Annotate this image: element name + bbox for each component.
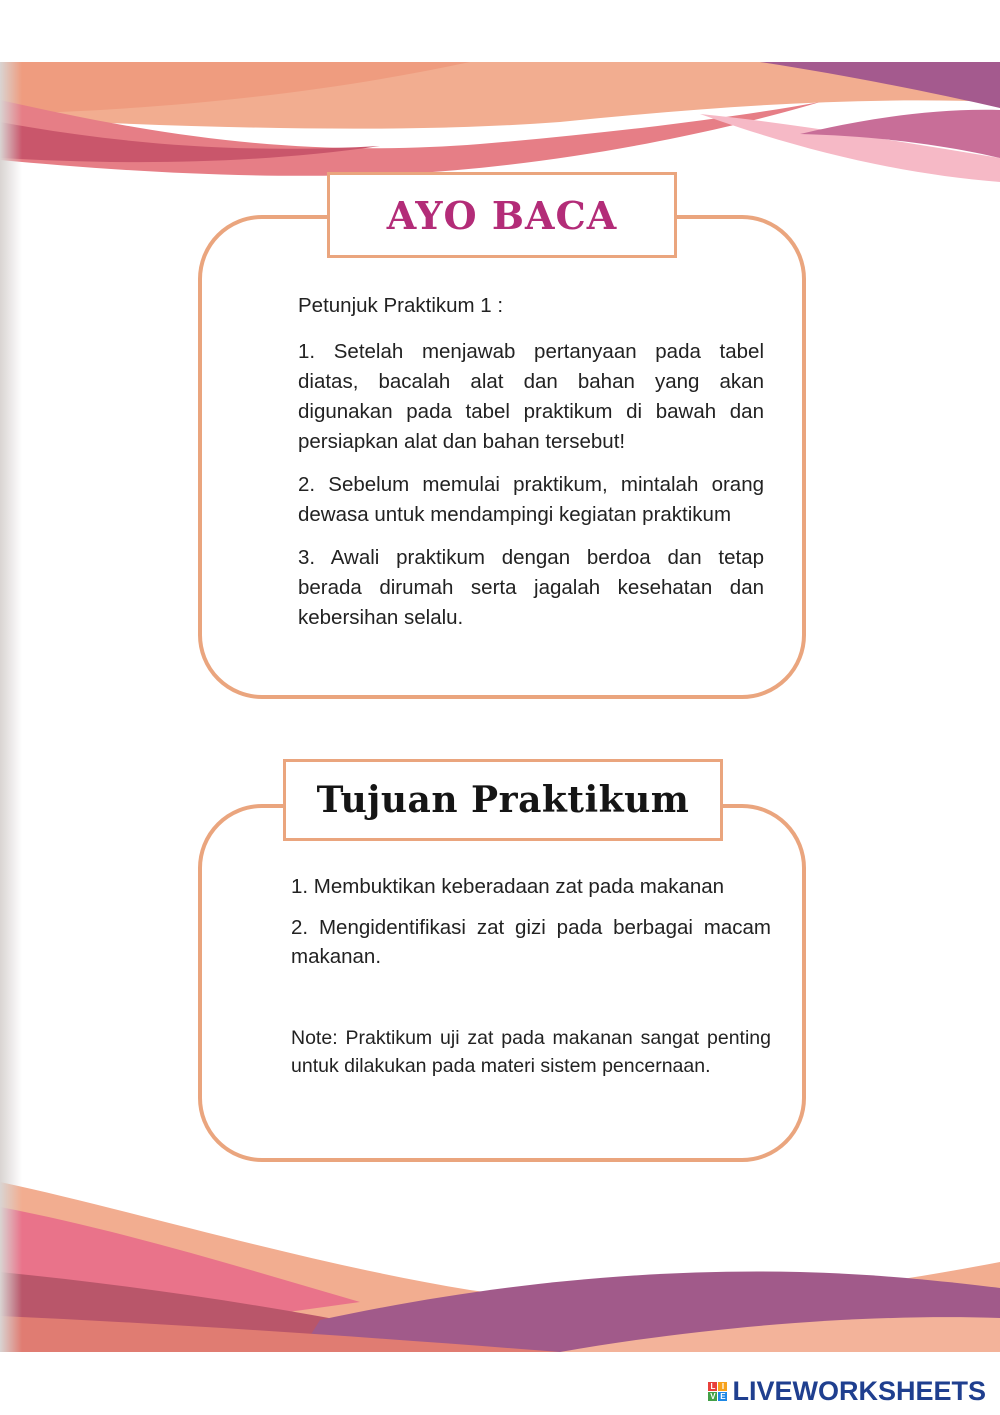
instruction-item: 1. Setelah menjawab pertanyaan pada tabel diatas, bacalah alat dan bahan yang akan digunakan pada tabel praktikum di bawah dan persiapkan alat dan bahan tersebut!: [298, 340, 764, 453]
logo-letter: I: [718, 1382, 727, 1391]
page-edge-shadow: [0, 62, 22, 1352]
logo-letter: L: [708, 1382, 717, 1391]
instruction-item: 3. Awali praktikum dengan berdoa dan tetap berada dirumah serta jagalah kesehatan dan kebersihan selalu.: [298, 546, 764, 629]
logo-letter: V: [710, 1391, 716, 1401]
instructions-heading: Petunjuk Praktikum 1 :: [298, 294, 504, 317]
instructions-content: [298, 291, 764, 646]
objectives-content: [291, 872, 771, 1092]
ayo-baca-title: AYO BACA: [386, 192, 618, 238]
liveworksheets-mark-icon: [708, 1382, 727, 1401]
objective-item: 1. Membuktikan keberadaan zat pada makanan: [291, 875, 725, 898]
ayo-baca-title-frame: [327, 172, 677, 258]
objective-item: 2. Mengidentifikasi zat gizi pada berbagai macam makanan.: [291, 916, 771, 968]
tujuan-praktikum-title-frame: [283, 759, 723, 841]
instruction-item: 2. Sebelum memulai praktikum, mintalah orang dewasa untuk mendampingi kegiatan praktikum: [298, 473, 764, 526]
liveworksheets-wordmark: LIVEWORKSHEETS: [732, 1375, 986, 1406]
tujuan-praktikum-title: Tujuan Praktikum: [316, 779, 690, 821]
logo-letter: E: [720, 1391, 726, 1401]
liveworksheets-logo: [708, 1376, 986, 1406]
note-text: Note: Praktikum uji zat pada makanan sangat penting untuk dilakukan pada materi sistem pencernaan.: [291, 1027, 771, 1077]
